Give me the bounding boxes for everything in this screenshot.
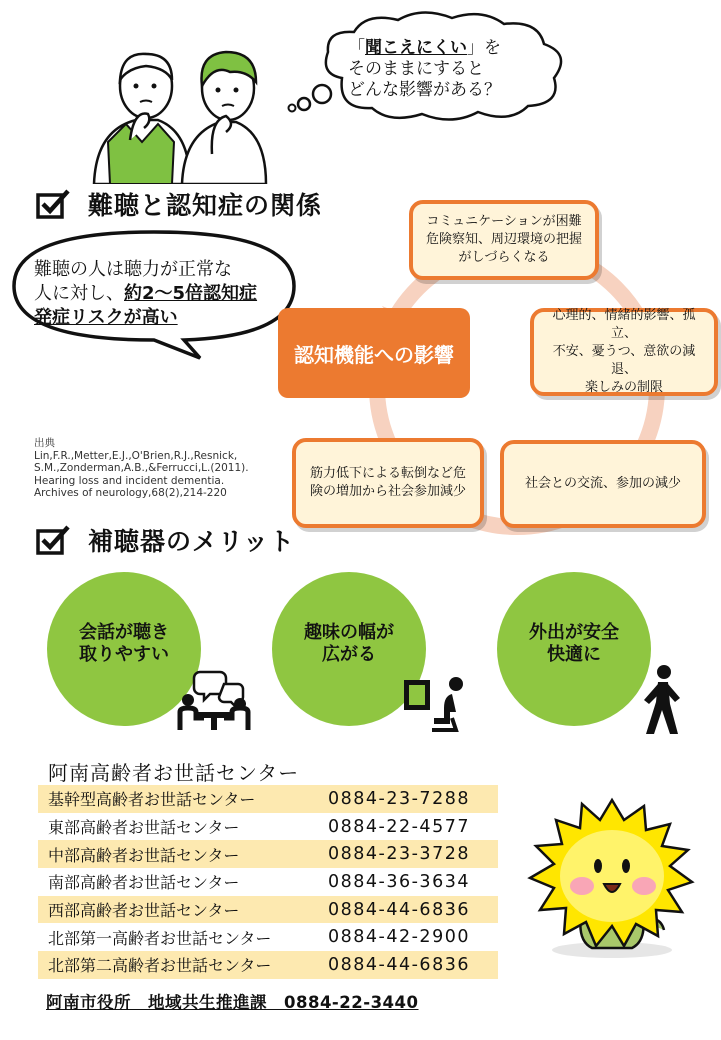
walking-person-icon — [636, 664, 684, 738]
contact-row: 東部高齢者お世話センター 0884-22-4577 — [48, 816, 470, 838]
cycle-item-falls: 筋力低下による転倒など危 険の増加から社会参加減少 — [292, 438, 484, 528]
section-heading-hearing-dementia — [36, 186, 322, 222]
dandelion-mascot — [512, 790, 712, 970]
cycle-item-psychological: 心理的、情緒的影響、孤立、 不安、憂うつ、意欲の減退、 楽しみの制限 — [530, 308, 718, 396]
phone-number: 0884-44-6836 — [328, 954, 470, 975]
phone-number: 0884-23-3728 — [328, 844, 470, 865]
contact-row: 北部第一高齢者お世話センター 0884-42-2900 — [48, 927, 470, 948]
checkbox-icon — [36, 189, 70, 219]
watching-tv-icon — [402, 672, 470, 734]
phone-number: 0884-42-2900 — [328, 927, 470, 948]
risk-statement: 難聴の人は聴力が正常な 人に対し、約2～5倍認知症 発症リスクが高い — [34, 259, 258, 328]
cognitive-impact-box: 認知機能への影響 — [278, 308, 470, 398]
benefit-label: 会話が聴き 取りやすい — [79, 622, 169, 665]
thought-text: 「聞こえにくい」を そのままにすると どんな影響がある？ — [348, 38, 501, 100]
phone-number: 0884-22-4577 — [328, 816, 470, 837]
contacts-title: 阿南高齢者お世話センター — [48, 761, 300, 785]
benefit-label: 外出が安全 快適に — [529, 622, 619, 665]
citation: 出典 Lin,F.R.,Metter,E.J.,O'Brien,R.J.,Resnick, S.M.,Zonderman,A.B.,&Ferrucci,L.(2011). Hearing loss and incident dementia. Archives of neurology,68(2),214-220 — [34, 437, 249, 499]
section-heading-hearing-aid-benefits — [36, 522, 295, 558]
phone-number: 0884-44-6836 — [328, 899, 470, 920]
conversation-icon — [176, 670, 252, 730]
city-office-contact: 阿南市役所 地域共生推進課 0884-22-3440 — [46, 993, 419, 1012]
hard-of-hearing-highlight: 聞こえにくい — [365, 38, 467, 58]
contact-row: 南部高齢者お世話センター 0884-36-3634 — [48, 871, 470, 893]
benefit-safe-outings — [497, 572, 651, 726]
contacts-table — [38, 785, 498, 979]
benefit-label: 趣味の幅が 広がる — [304, 622, 394, 665]
contact-row: 西部高齢者お世話センター 0884-44-6836 — [38, 896, 498, 924]
section-title: 補聴器のメリット — [88, 527, 296, 556]
cycle-item-social: 社会との交流、参加の減少 — [500, 440, 706, 528]
contact-row: 北部第二高齢者お世話センター 0884-44-6836 — [38, 951, 498, 979]
thinking-people-illustration — [86, 42, 272, 184]
checkbox-icon — [36, 525, 70, 555]
contact-row: 基幹型高齢者お世話センター 0884-23-7288 — [38, 785, 498, 813]
cycle-item-communication: コミュニケーションが困難 危険察知、周辺環境の把握 がしづらくなる — [409, 200, 599, 280]
phone-number: 0884-36-3634 — [328, 871, 470, 892]
section-title: 難聴と認知症の関係 — [88, 191, 323, 220]
contact-row: 中部高齢者お世話センター 0884-23-3728 — [38, 840, 498, 868]
phone-number: 0884-23-7288 — [328, 788, 470, 809]
